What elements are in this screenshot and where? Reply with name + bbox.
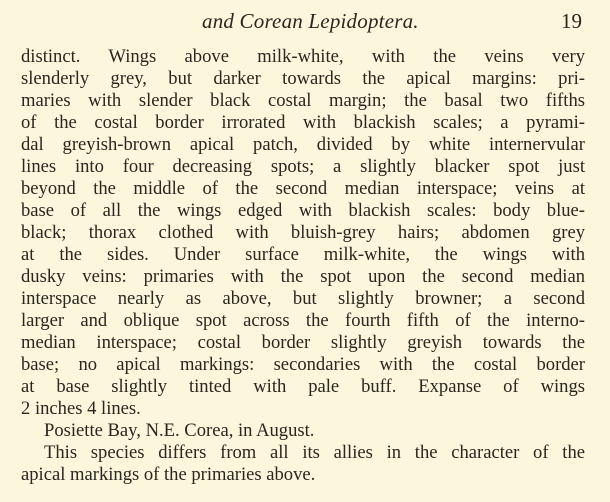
text-line: at the sides. Under surface milk-white, the wings with <box>21 244 585 265</box>
text-line: distinct. Wings above milk-white, with the veins very <box>21 46 585 67</box>
text-line: base of all the wings edged with blackish scales: body blue- <box>21 200 585 221</box>
text-line: 2 inches 4 lines. <box>21 398 141 419</box>
text-line: at base slightly tinted with pale buff. Expanse of wings <box>21 376 585 397</box>
text-line: beyond the middle of the second median interspace; veins at <box>21 178 585 199</box>
text-line: apical markings of the primaries above. <box>21 464 316 485</box>
text-line: dal greyish-brown apical patch, divided by white internervular <box>21 134 585 155</box>
text-line: interspace nearly as above, but slightly browner; a second <box>21 288 585 309</box>
text-line: maries with slender black costal margin; the basal two fifths <box>21 90 585 111</box>
text-line: base; no apical markings: secondaries with the costal border <box>21 354 585 375</box>
text-line: median interspace; costal border slightly greyish towards the <box>21 332 585 353</box>
locality-line: Posiette Bay, N.E. Corea, in August. <box>44 420 315 441</box>
page-number: 19 <box>561 9 582 33</box>
running-title: and Corean Lepidoptera. <box>202 9 419 33</box>
text-line: This species differs from all its allies in the character of the <box>44 442 585 463</box>
text-line: black; thorax clothed with bluish-grey hairs; abdomen grey <box>21 222 585 243</box>
text-line: lines into four decreasing spots; a slightly blacker spot just <box>21 156 585 177</box>
text-line: of the costal border irrorated with blackish scales; a pyrami- <box>21 112 585 133</box>
text-line: dusky veins: primaries with the spot upon the second median <box>21 266 585 287</box>
text-line: larger and oblique spot across the fourth fifth of the interno- <box>21 310 585 331</box>
running-head <box>0 9 610 37</box>
text-line: slenderly grey, but darker towards the apical margins: pri- <box>21 68 585 89</box>
